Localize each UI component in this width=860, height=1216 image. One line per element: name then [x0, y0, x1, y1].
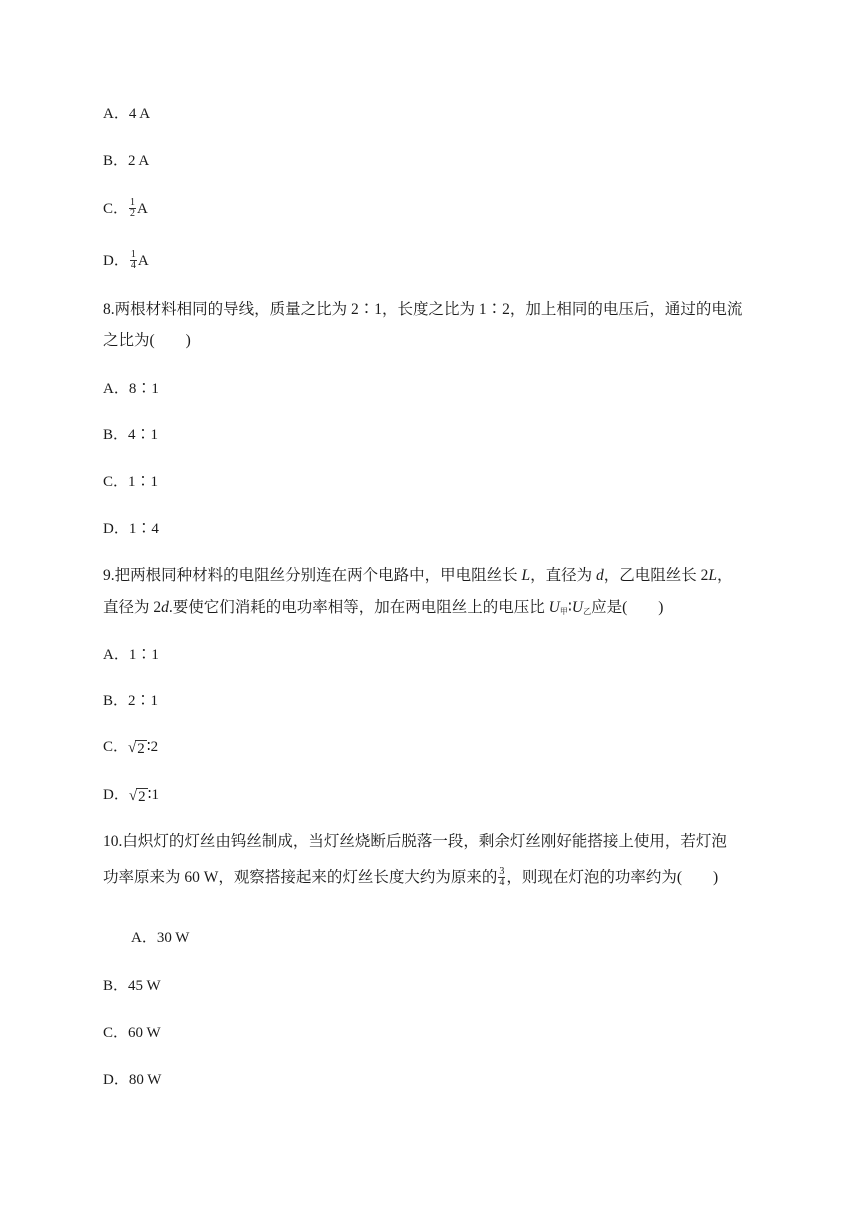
radical-sign: √ [128, 739, 137, 756]
q10-stem-line2 [103, 868, 718, 889]
q7-option-d-unit: A [137, 253, 149, 269]
q8-stem-line1: 8.两根材料相同的导线，质量之比为 2∶1，长度之比为 1∶2，加上相同的电压后，通过的电流 [103, 301, 743, 318]
q9-option-d-tail: ∶1 [147, 787, 159, 803]
q10-fraction [498, 867, 505, 888]
q9-text: ，直径为 [530, 567, 597, 584]
q7-option-c [103, 199, 148, 220]
q9-text: ，乙电阻丝长 2 [603, 567, 709, 584]
q10-option-d: D．80 W [103, 1072, 162, 1088]
q9-text: ， [717, 567, 733, 584]
q9-var-L: L [521, 567, 531, 584]
q10-text: ，则现在灯泡的功率约为( ) [506, 869, 719, 887]
q7-option-c-label: C． [103, 201, 129, 217]
q7-option-a: A．4 A [103, 106, 151, 122]
fraction-numerator: 1 [130, 197, 136, 209]
q9-stem-line2 [103, 598, 663, 622]
q9-var-U2: U [571, 599, 584, 616]
q9-option-d [103, 785, 159, 806]
q9-colon: ∶ [567, 599, 572, 616]
q9-option-b: B．2∶1 [103, 693, 159, 709]
q9-option-c-label: C． [103, 739, 129, 755]
radical-sign: √ [128, 787, 138, 804]
q10-stem-line1: 10.白炽灯的灯丝由钨丝制成，当灯丝烧断后脱落一段，剩余灯丝刚好能搭接上使用，若灯泡 [103, 833, 727, 850]
q9-text: 直径为 2 [103, 599, 162, 616]
fraction-denominator: 2 [130, 208, 136, 220]
sqrt-icon [129, 786, 148, 806]
radicand: 2 [137, 740, 145, 757]
q7-option-c-unit: A [137, 201, 148, 217]
q9-var-U1: U [548, 599, 560, 616]
q7-option-d-fraction [130, 250, 137, 271]
q8-option-d: D．1∶4 [103, 521, 159, 537]
q10-option-a: A．30 W [131, 930, 190, 946]
fraction-numerator: 3 [499, 866, 505, 877]
q7-option-b: B．2 A [103, 153, 150, 169]
q9-subscript-yi: 乙 [583, 607, 592, 616]
q8-option-a: A．8∶1 [103, 381, 159, 397]
fraction-denominator: 4 [499, 877, 505, 888]
q8-option-c: C．1∶1 [103, 474, 159, 490]
q9-text: 9.把两根同种材料的电阻丝分别连在两个电路中，甲电阻丝长 [103, 567, 522, 584]
fraction-numerator: 1 [130, 249, 136, 261]
q7-option-d-label: D． [103, 253, 129, 269]
q9-text: .要使它们消耗的电功率相等，加在两电阻丝上的电压比 [168, 599, 549, 616]
q8-stem-line2: 之比为( ) [103, 332, 191, 349]
q9-var-d: d [161, 599, 169, 616]
q9-option-d-label: D． [103, 787, 129, 803]
q9-option-c-tail: ∶2 [146, 739, 159, 755]
q9-option-a: A．1∶1 [103, 647, 159, 663]
radicand: 2 [138, 788, 146, 805]
q8-option-b: B．4∶1 [103, 427, 159, 443]
q9-stem-line1 [103, 566, 733, 586]
sqrt-icon [128, 738, 147, 758]
q10-text: 功率原来为 60 W，观察搭接起来的灯丝长度大约为原来的 [103, 869, 498, 887]
q9-option-c [103, 737, 158, 758]
q9-subscript-jia: 甲 [559, 607, 568, 616]
fraction-denominator: 4 [130, 260, 136, 272]
q7-option-c-fraction [129, 198, 136, 219]
q7-option-d [103, 251, 149, 272]
q10-option-b: B．45 W [103, 978, 161, 994]
q9-var-d: d [596, 567, 604, 584]
q9-var-L: L [708, 567, 718, 584]
q10-option-c: C．60 W [103, 1025, 161, 1041]
q9-text: 应是( ) [591, 599, 664, 616]
